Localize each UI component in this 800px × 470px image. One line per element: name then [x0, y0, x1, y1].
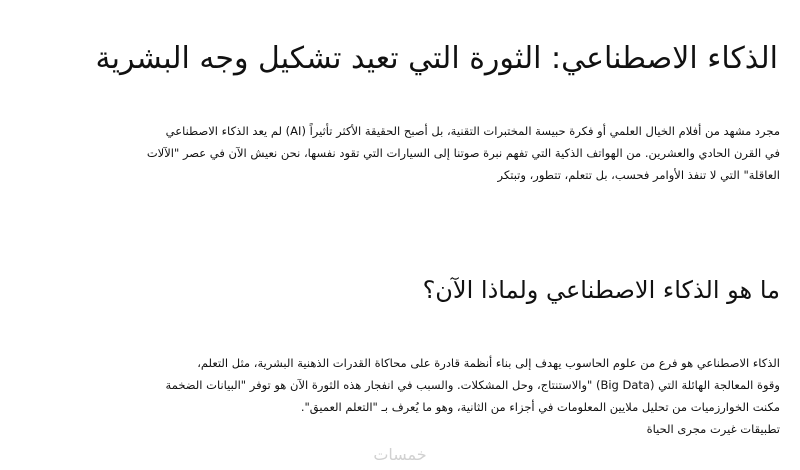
intro-line: مجرد مشهد من أفلام الخيال العلمي أو فكرة حبيسة المختبرات التقنية، بل أصبح الحقيقة الأكثر تأثيراً (AI) لم يعد الذكاء الاصطناعي: [165, 124, 780, 138]
watermark-logo: خمسات: [373, 445, 427, 464]
section-heading: ما هو الذكاء الاصطناعي ولماذا الآن؟: [422, 276, 780, 304]
intro-paragraph: [14, 120, 780, 186]
section-line: الذكاء الاصطناعي هو فرع من علوم الحاسوب يهدف إلى بناء أنظمة قادرة على محاكاة القدرات الذهنية البشرية، مثل التعلم،: [197, 356, 780, 370]
intro-line: في القرن الحادي والعشرين. من الهواتف الذكية التي تفهم نبرة صوتنا إلى السيارات التي تقود نفسها، نحن نعيش الآن في عصر "الآلات: [146, 146, 780, 160]
section-paragraph: [14, 352, 780, 440]
section-line: مكنت الخوارزميات من تحليل ملايين المعلومات في أجزاء من الثانية، وهو ما يُعرف بـ "التعلم العميق".: [300, 400, 780, 414]
section-line: وقوة المعالجة الهائلة التي (Big Data) "والاستنتاج، وحل المشكلات. والسبب في انفجار هذه الثورة الآن هو توفر "البيانات الضخمة: [165, 378, 780, 392]
article-title: الذكاء الاصطناعي: الثورة التي تعيد تشكيل وجه البشرية: [95, 41, 778, 76]
intro-line: العاقلة" التي لا تنفذ الأوامر فحسب، بل تتعلم، تتطور، وتبتكر: [497, 168, 780, 182]
section-line: تطبيقات غيرت مجرى الحياة: [646, 422, 780, 436]
